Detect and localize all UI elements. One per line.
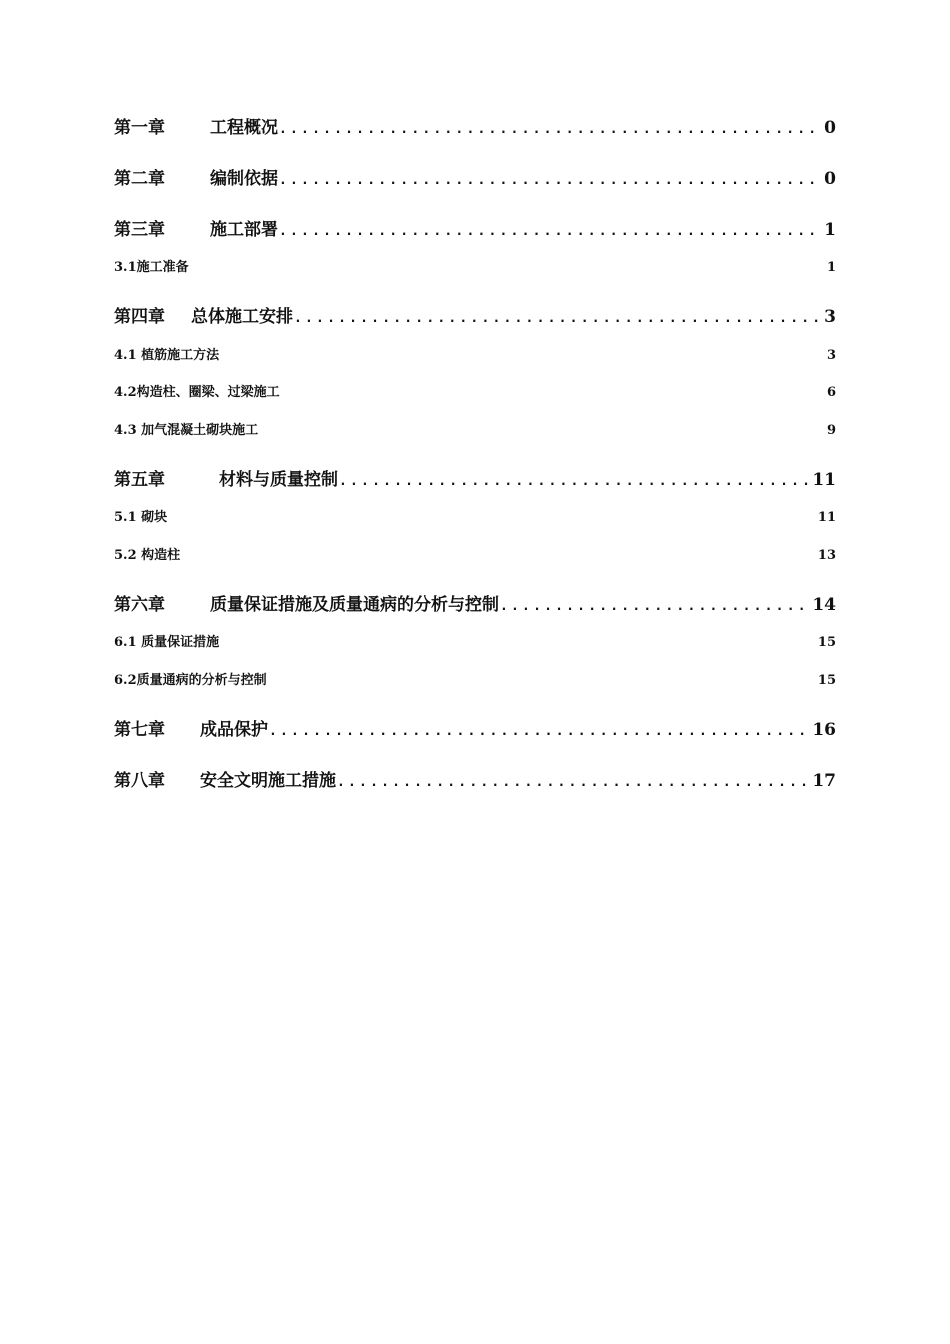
page-number: 11 bbox=[812, 470, 836, 490]
chapter-number: 第五章 bbox=[114, 470, 165, 490]
chapter-title: 施工部署 bbox=[210, 220, 278, 240]
chapter-number: 第八章 bbox=[114, 771, 165, 791]
section-title: 4.1 植筋施工方法 bbox=[114, 348, 220, 363]
toc-section-5-2[interactable] bbox=[114, 546, 836, 566]
toc-chapter-6[interactable] bbox=[114, 593, 836, 617]
toc-section-5-1[interactable] bbox=[114, 508, 836, 528]
chapter-title: 总体施工安排 bbox=[191, 307, 293, 327]
page-number: 6 bbox=[826, 385, 836, 400]
chapter-number: 第四章 bbox=[114, 307, 165, 327]
chapter-title: 材料与质量控制 bbox=[219, 470, 338, 490]
chapter-number: 第二章 bbox=[114, 169, 165, 189]
page-number: 17 bbox=[812, 771, 836, 791]
chapter-number: 第六章 bbox=[114, 595, 165, 615]
page-number: 3 bbox=[826, 348, 836, 363]
page-number: 15 bbox=[817, 673, 836, 688]
toc-section-4-2[interactable] bbox=[114, 383, 836, 403]
dot-leader bbox=[500, 595, 810, 619]
page-number: 0 bbox=[824, 169, 836, 189]
page-number: 11 bbox=[817, 510, 836, 525]
dot-leader bbox=[279, 220, 822, 244]
dot-leader bbox=[279, 169, 822, 193]
dot-leader bbox=[337, 771, 810, 795]
chapter-number: 第三章 bbox=[114, 220, 165, 240]
section-title: 4.3 加气混凝土砌块施工 bbox=[114, 423, 259, 438]
page-number: 13 bbox=[817, 548, 836, 563]
chapter-title: 工程概况 bbox=[210, 118, 278, 138]
section-title: 6.2质量通病的分析与控制 bbox=[114, 673, 267, 688]
toc-section-3-1[interactable] bbox=[114, 258, 836, 278]
toc-chapter-3[interactable] bbox=[114, 218, 836, 242]
page-number: 14 bbox=[812, 595, 836, 615]
chapter-number: 第一章 bbox=[114, 118, 165, 138]
section-title: 5.2 构造柱 bbox=[114, 548, 181, 563]
toc-chapter-4[interactable] bbox=[114, 305, 836, 329]
chapter-title: 成品保护 bbox=[200, 720, 268, 740]
page-number: 15 bbox=[817, 635, 836, 650]
toc-chapter-2[interactable] bbox=[114, 167, 836, 191]
toc-section-4-3[interactable] bbox=[114, 421, 836, 441]
page-number: 1 bbox=[826, 260, 836, 275]
page-number: 0 bbox=[824, 118, 836, 138]
page-number: 3 bbox=[824, 307, 836, 327]
page-number: 1 bbox=[824, 220, 836, 240]
toc-chapter-5[interactable] bbox=[114, 468, 836, 492]
section-title: 4.2构造柱、圈梁、过梁施工 bbox=[114, 385, 280, 400]
chapter-number: 第七章 bbox=[114, 720, 165, 740]
dot-leader bbox=[279, 118, 822, 142]
chapter-title: 编制依据 bbox=[210, 169, 278, 189]
chapter-title: 质量保证措施及质量通病的分析与控制 bbox=[210, 595, 499, 615]
page-number: 16 bbox=[812, 720, 836, 740]
section-title: 3.1施工准备 bbox=[114, 260, 189, 275]
section-title: 5.1 砌块 bbox=[114, 510, 168, 525]
chapter-title: 安全文明施工措施 bbox=[200, 771, 336, 791]
dot-leader bbox=[294, 307, 822, 331]
toc-section-4-1[interactable] bbox=[114, 346, 836, 366]
toc-chapter-8[interactable] bbox=[114, 769, 836, 793]
page-number: 9 bbox=[826, 423, 836, 438]
toc-section-6-1[interactable] bbox=[114, 633, 836, 653]
section-title: 6.1 质量保证措施 bbox=[114, 635, 220, 650]
toc-chapter-7[interactable] bbox=[114, 718, 836, 742]
toc-section-6-2[interactable] bbox=[114, 671, 836, 691]
toc-chapter-1[interactable] bbox=[114, 116, 836, 140]
dot-leader bbox=[269, 720, 810, 744]
dot-leader bbox=[339, 470, 810, 494]
